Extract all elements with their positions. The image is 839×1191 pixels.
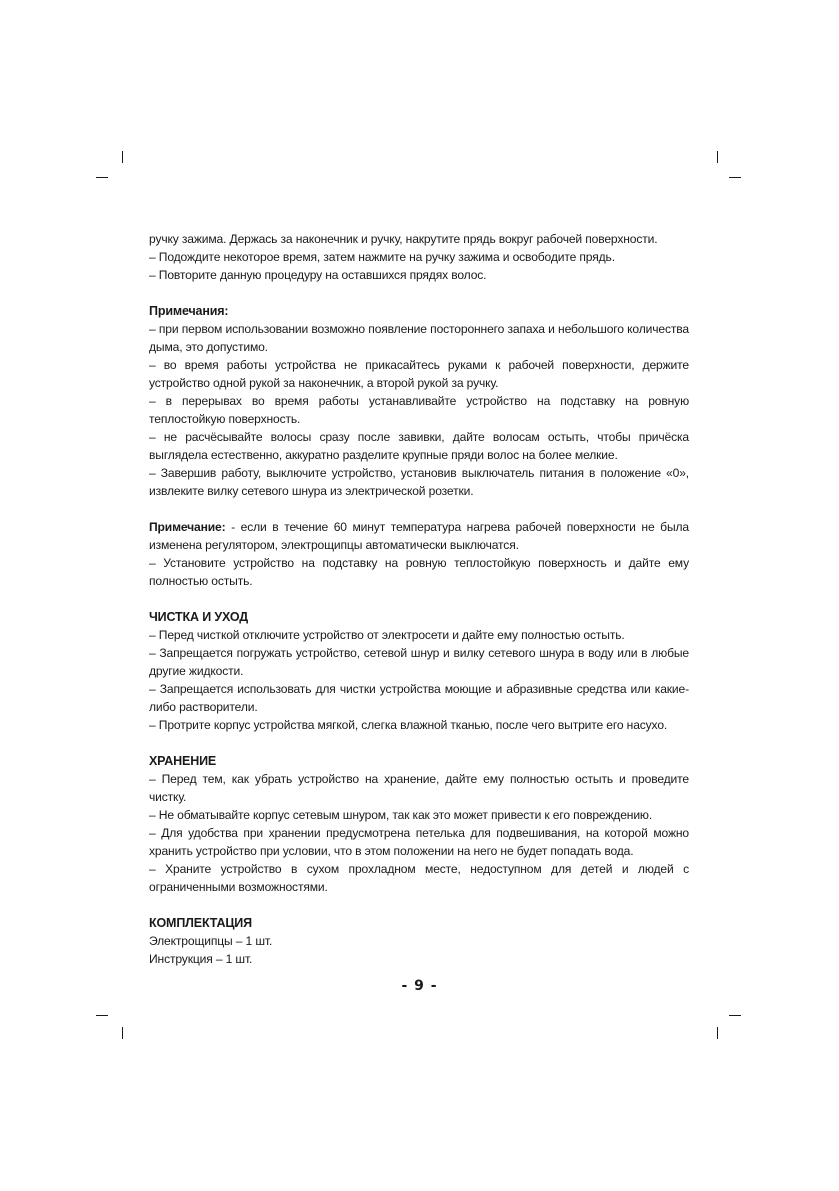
kit-item: Электрощипцы – 1 шт. xyxy=(149,934,273,948)
crop-mark-top-left-horizontal xyxy=(96,177,108,178)
notes-item: – не расчёсывайте волосы сразу после завивки, дайте волосам остыть, чтобы причёска выглядела естественно, аккуратно разделите крупные пряди волос на более мелкие. xyxy=(149,430,689,462)
storage-heading: ХРАНЕНИЕ xyxy=(149,754,217,768)
crop-mark-bottom-left-horizontal xyxy=(96,1015,108,1016)
auto-off-note-label: Примечание: xyxy=(149,520,226,534)
notes-item: – Завершив работу, выключите устройство, установив выключатель питания в положение «0», извлеките вилку сетевого шнура из электрической розетки. xyxy=(149,466,689,498)
crop-mark-top-right-vertical xyxy=(717,151,718,163)
notes-item: – при первом использовании возможно появление постороннего запаха и небольшого количества дыма, это допустимо. xyxy=(149,322,689,354)
storage-item: – Храните устройство в сухом прохладном месте, недоступном для детей и людей с ограниченными возможностями. xyxy=(149,862,689,894)
crop-mark-top-right-horizontal xyxy=(729,177,741,178)
kit-heading: КОМПЛЕКТАЦИЯ xyxy=(149,916,252,930)
intro-line: – Повторите данную процедуру на оставшихся прядях волос. xyxy=(149,268,487,282)
crop-mark-bottom-right-vertical xyxy=(717,1027,718,1039)
crop-mark-top-left-vertical xyxy=(122,151,123,163)
auto-off-note-text: - если в течение 60 минут температура нагрева рабочей поверхности не была изменена регулятором, электрощипцы автоматически выключатся. xyxy=(149,520,689,552)
notes-heading: Примечания: xyxy=(149,304,229,318)
storage-item: – Для удобства при хранении предусмотрена петелька для подвешивания, на которой можно хранить устройство при условии, что в этом положении на него не будет попадать вода. xyxy=(149,826,689,858)
crop-mark-bottom-right-horizontal xyxy=(729,1015,741,1016)
intro-line: – Подождите некоторое время, затем нажмите на ручку зажима и освободите прядь. xyxy=(149,250,615,264)
cleaning-item: – Запрещается погружать устройство, сетевой шнур и вилку сетевого шнура в воду или в любые другие жидкости. xyxy=(149,646,689,678)
intro-line: ручку зажима. Держась за наконечник и ручку, накрутите прядь вокруг рабочей поверхности. xyxy=(149,232,658,246)
cleaning-item: – Запрещается использовать для чистки устройства моющие и абразивные средства или какие-либо растворители. xyxy=(149,682,689,714)
notes-item: – в перерывах во время работы устанавливайте устройство на подставку на ровную теплостойкую поверхность. xyxy=(149,394,689,426)
kit-item: Инструкция – 1 шт. xyxy=(149,952,253,966)
storage-item: – Перед тем, как убрать устройство на хранение, дайте ему полностью остыть и проведите чистку. xyxy=(149,772,689,804)
page-number: - 9 - xyxy=(401,978,438,994)
cleaning-item: – Протрите корпус устройства мягкой, слегка влажной тканью, после чего вытрите его насухо. xyxy=(149,718,668,732)
notes-item: – во время работы устройства не прикасайтесь руками к рабочей поверхности, держите устройство одной рукой за наконечник, а второй рукой за ручку. xyxy=(149,358,689,390)
crop-mark-bottom-left-vertical xyxy=(122,1027,123,1039)
cleaning-item: – Перед чисткой отключите устройство от электросети и дайте ему полностью остыть. xyxy=(149,628,625,642)
page-content xyxy=(149,230,689,968)
auto-off-note xyxy=(149,518,689,554)
storage-item: – Не обматывайте корпус сетевым шнуром, так как это может привести к его повреждению. xyxy=(149,808,653,822)
auto-off-note-item: – Установите устройство на подставку на ровную теплостойкую поверхность и дайте ему полностью остыть. xyxy=(149,556,689,588)
cleaning-heading: ЧИСТКА И УХОД xyxy=(149,610,249,624)
